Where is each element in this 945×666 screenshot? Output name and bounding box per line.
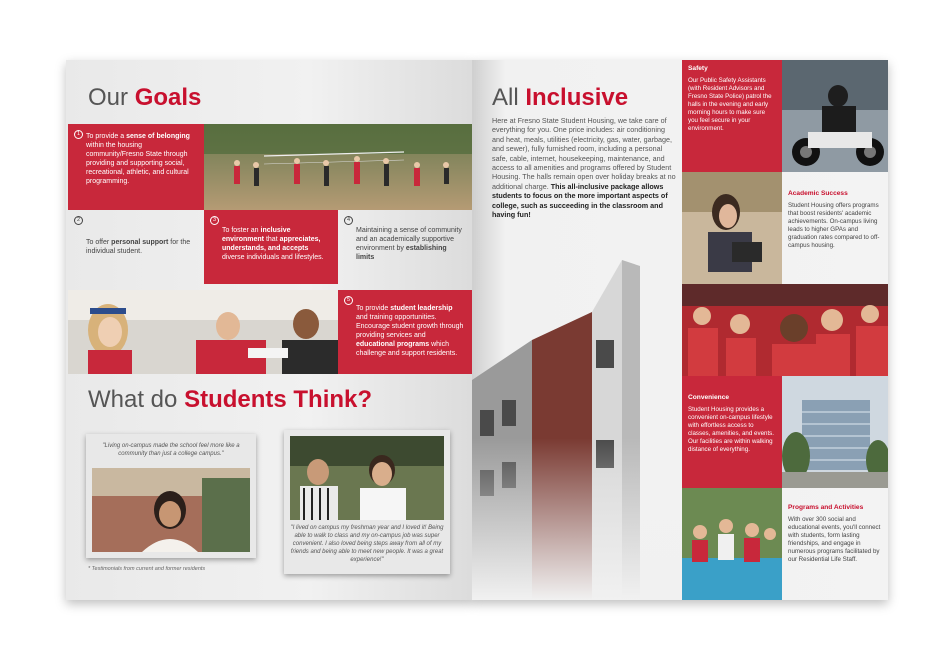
goal-1-box — [68, 124, 204, 210]
residence-hall-photo — [472, 240, 682, 600]
left-page — [66, 60, 472, 600]
goal-5-bold-2: educational programs — [356, 341, 430, 348]
goal-5-text-end: which challenge and support residents. — [356, 341, 458, 357]
goal-4-number: 4 — [344, 216, 353, 225]
convenience-box — [682, 376, 782, 488]
students-heading-accent: Students Think? — [184, 386, 373, 413]
goal-2-text: To offer — [86, 239, 112, 246]
programs-activities-text: With over 300 social and educational events, you'll connect with students, form lasting friendships, and engage in numerous programs facilitated by our Residential Life Staff. — [788, 516, 881, 563]
safety-title: Safety — [688, 65, 708, 72]
safety-box — [682, 60, 782, 172]
testimonial-card-2 — [284, 430, 450, 574]
goal-1-number: 1 — [74, 130, 83, 139]
students-heading-prefix: What do — [88, 386, 178, 413]
goal-5-bold: student leadership — [390, 305, 453, 312]
campus-building-photo — [782, 376, 888, 488]
inclusive-paragraph — [492, 116, 678, 219]
goal-1-text-end: within the housing community/Fresno State through providing and supporting social, recreational, athletic, and cultural programming. — [86, 142, 189, 185]
goal-4-bold: establishing limits — [356, 245, 447, 261]
programs-activities-title: Programs and Activities — [788, 504, 864, 511]
academic-success-text: Student Housing offers programs that boost residents' academic achievements. On-campus living leads to higher GPAs and graduation rates compared to off-campus housing. — [788, 202, 880, 249]
inclusive-heading-accent: Inclusive — [525, 84, 629, 111]
goal-2-number: 2 — [74, 216, 83, 225]
testimonial-1-quote: "Living on-campus made the school feel more like a community than just a college campus." — [102, 443, 240, 457]
volleyball-photo — [204, 124, 472, 210]
goal-3-box — [204, 210, 338, 284]
studying-student-photo — [682, 172, 782, 284]
convenience-title: Convenience — [688, 394, 730, 401]
students-photo — [68, 290, 338, 374]
goal-2-box — [68, 210, 204, 284]
goal-3-number: 3 — [210, 216, 219, 225]
programs-activities-box — [782, 488, 888, 600]
students-heading — [88, 386, 372, 414]
goals-heading-prefix: Our — [88, 84, 129, 111]
inclusive-heading — [492, 84, 628, 112]
testimonials-footnote: * Testimonials from current and former residents — [88, 566, 206, 572]
goal-2-bold: personal support — [111, 239, 169, 246]
inclusive-text: Here at Fresno State Student Housing, we take care of everything for you. One price includes: air conditioning and heat, meals, utilities (electricity, gas, water, garbage, and sewer), fully furnished room, including a personal safe, cable, internet, housekeeping, maintenance, and access to all amenities and programs offered by Student Housing. The halls remain open over holiday breaks at no additional charge. — [492, 116, 676, 191]
goal-5-box — [338, 290, 472, 374]
testimonial-card-1 — [86, 434, 256, 558]
inclusive-heading-prefix: All — [492, 84, 519, 111]
right-page — [472, 60, 888, 600]
goal-5-text-mid: and training opportunities. Encourage student growth through providing services and — [356, 314, 464, 339]
police-motorcycle-photo — [782, 60, 888, 172]
academic-success-box — [782, 172, 888, 284]
goal-1-bold: sense of belonging — [126, 133, 190, 140]
cheering-fans-photo — [682, 284, 888, 376]
goal-3-text-end: diverse individuals and lifestyles. — [222, 254, 324, 261]
goals-heading-accent: Goals — [134, 84, 202, 111]
goal-4-text: Maintaining a sense of community and an academically supportive environment by — [356, 227, 462, 252]
goal-5-number: 5 — [344, 296, 353, 305]
goal-3-bold-2: appreciates, understands, and accepts — [222, 236, 321, 252]
goal-4-box — [338, 210, 472, 284]
goal-3-text-mid: that — [264, 236, 280, 243]
goal-2-text-end: for the individual student. — [86, 239, 191, 255]
inclusive-bold-text: This all-inclusive package allows students to focus on the more important aspects of college, such as succeeding in the classroom and having fun! — [492, 181, 668, 220]
goal-3-text: To foster an — [222, 227, 261, 234]
goal-1-text: To provide a — [86, 133, 127, 140]
testimonial-2-quote: "I lived on campus my freshman year and I loved it! Being able to walk to class and my on-campus job was super convenient. I also loved being steps away from all of my friends and being able to meet new people. It was a great experience!" — [290, 525, 444, 563]
safety-text: Our Public Safety Assistants (with Resident Advisors and Fresno State Police) patrol the halls in the evening and early morning hours to make sure you feel secure in your environment. — [688, 77, 772, 132]
testimonial-2-photo — [290, 436, 444, 520]
goal-3-bold: inclusive environment — [222, 227, 291, 243]
pool-party-photo — [682, 488, 782, 600]
goal-5-text: To provide — [356, 305, 391, 312]
testimonial-1-photo — [92, 468, 250, 552]
goals-heading — [88, 84, 201, 112]
convenience-text: Student Housing provides a convenient on-campus lifestyle with effortless access to classes, amenities, and events. Our facilities are within walking distance of everything. — [688, 406, 774, 453]
academic-success-title: Academic Success — [788, 190, 848, 197]
